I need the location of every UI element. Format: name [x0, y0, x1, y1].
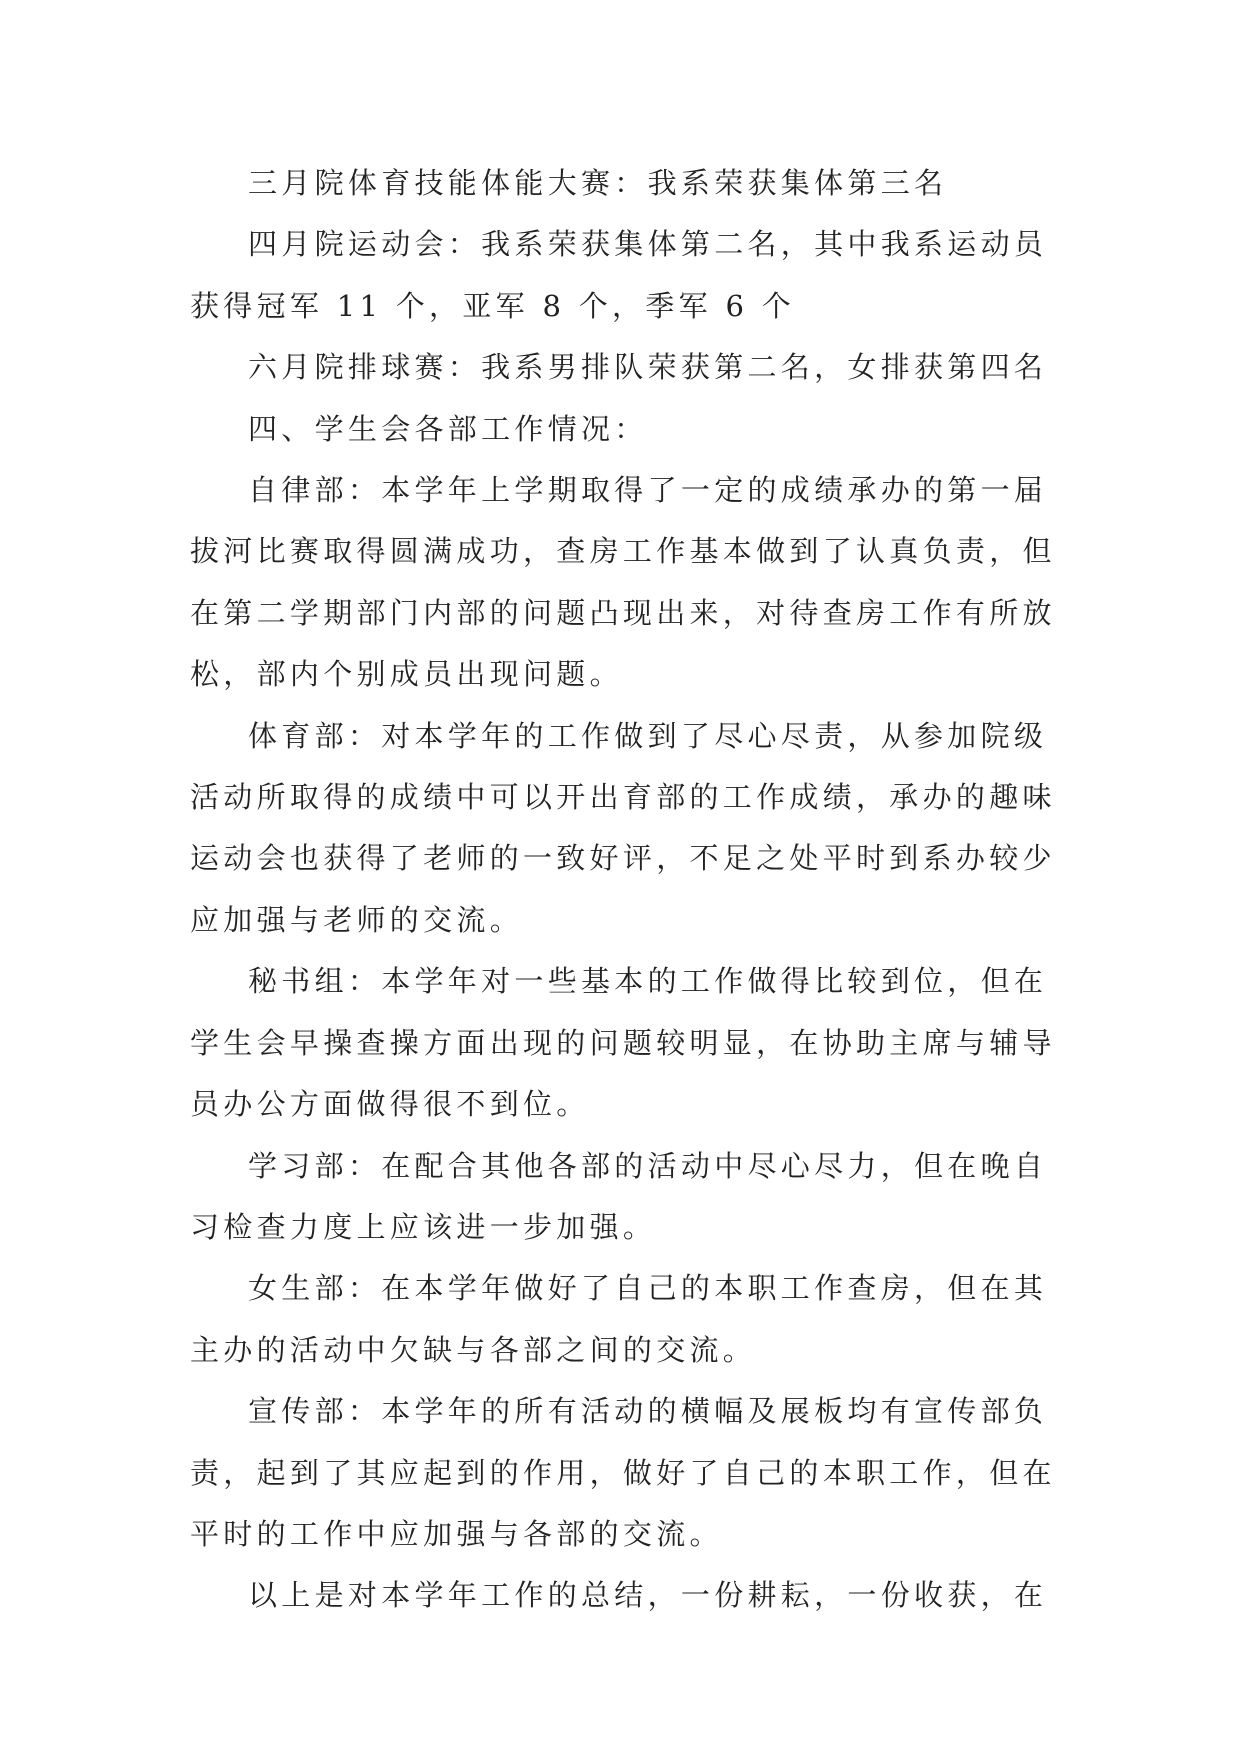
document-body [190, 153, 1058, 1627]
text-line: 活动所取得的成绩中可以开出育部的工作成绩，承办的趣味 [190, 780, 1056, 815]
text-line: 主办的活动中欠缺与各部之间的交流。 [190, 1332, 757, 1367]
text-line: 员办公方面做得很不到位。 [190, 1087, 590, 1122]
text-line: 获得冠军 11 个，亚军 8 个，季军 6 个 [190, 288, 796, 323]
text-line: 在第二学期部门内部的问题凸现出来，对待查房工作有所放 [190, 595, 1056, 630]
paragraph-april-sports-meet [190, 214, 1058, 337]
text-line: 责，起到了其应起到的作用，做好了自己的本职工作，但在 [190, 1455, 1056, 1490]
paragraph-summary [190, 1565, 1058, 1626]
paragraph-secretariat [190, 951, 1058, 1135]
text-line: 学生会早操查操方面出现的问题较明显，在协助主席与辅导 [190, 1025, 1056, 1060]
text-line: 六月院排球赛：我系男排队荣获第二名，女排获第四名 [248, 350, 1048, 385]
text-line: 应加强与老师的交流。 [190, 902, 524, 937]
text-line: 四月院运动会：我系荣获集体第二名，其中我系运动员 [248, 227, 1048, 262]
text-line: 四、学生会各部工作情况： [248, 411, 648, 446]
text-line: 以上是对本学年工作的总结，一份耕耘，一份收获，在 [248, 1578, 1048, 1613]
paragraph-female-dept [190, 1258, 1058, 1381]
paragraph-june-volleyball [190, 337, 1058, 398]
section-heading-departments [190, 399, 1058, 460]
paragraph-march-event [190, 153, 1058, 214]
text-line: 运动会也获得了老师的一致好评，不足之处平时到系办较少 [190, 841, 1056, 876]
text-line: 体育部：对本学年的工作做到了尽心尽责，从参加院级 [248, 718, 1048, 753]
text-line: 秘书组：本学年对一些基本的工作做得比较到位，但在 [248, 964, 1048, 999]
text-line: 松，部内个别成员出现问题。 [190, 657, 623, 692]
text-line: 习检查力度上应该进一步加强。 [190, 1209, 657, 1244]
text-line: 自律部：本学年上学期取得了一定的成绩承办的第一届 [248, 473, 1048, 508]
paragraph-discipline-dept [190, 460, 1058, 706]
paragraph-sports-dept [190, 706, 1058, 952]
text-line: 学习部：在配合其他各部的活动中尽心尽力，但在晚自 [248, 1148, 1048, 1183]
text-line: 女生部：在本学年做好了自己的本职工作查房，但在其 [248, 1271, 1048, 1306]
text-line: 平时的工作中应加强与各部的交流。 [190, 1516, 723, 1551]
text-line: 宣传部：本学年的所有活动的横幅及展板均有宣传部负 [248, 1394, 1048, 1429]
paragraph-publicity-dept [190, 1381, 1058, 1565]
text-line: 三月院体育技能体能大赛：我系荣获集体第三名 [248, 166, 948, 200]
text-line: 拔河比赛取得圆满成功，查房工作基本做到了认真负责，但 [190, 534, 1056, 569]
paragraph-study-dept [190, 1136, 1058, 1259]
